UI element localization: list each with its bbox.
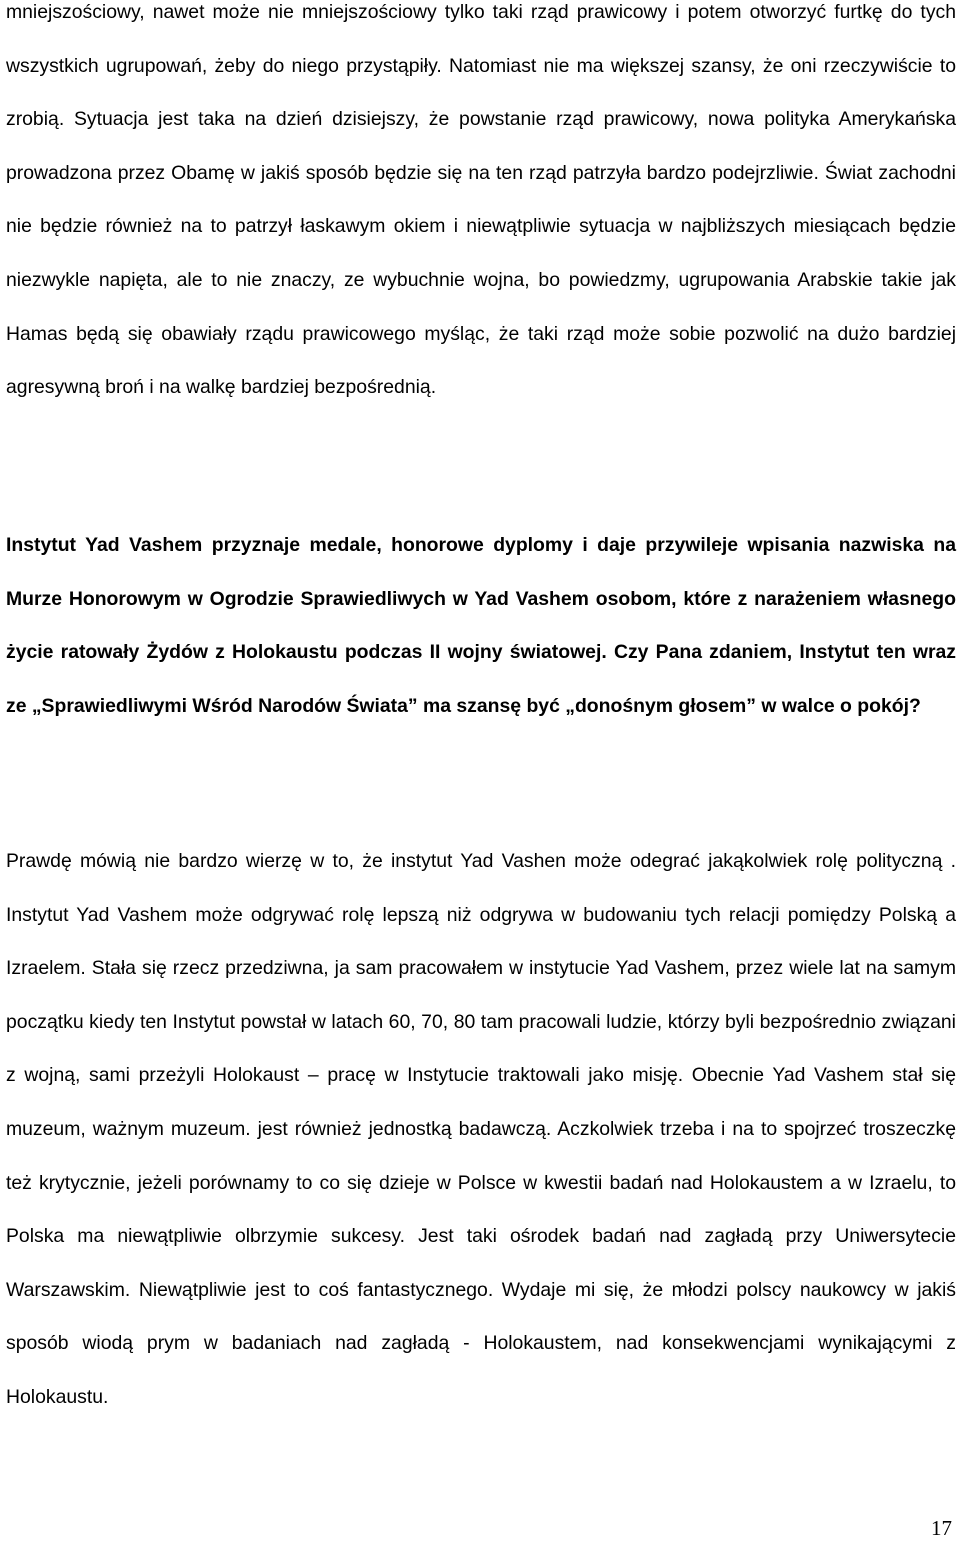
interview-question: Instytut Yad Vashem przyznaje medale, honorowe dyplomy i daje przywileje wpisania nazwiska na Murze Honorowym w Ogrodzie Sprawiedliwych w Yad Vashem osobom, które z narażeniem własnego życie ratowały Żydów z Holokaustu podczas II wojny światowej. Czy Pana zdaniem, Instytut ten wraz ze „Sprawiedliwymi Wśród Narodów Świata” ma szansę być „donośnym głosem” w walce o pokój? bbox=[6, 534, 956, 717]
answer-paragraph: Prawdę mówią nie bardzo wierzę w to, że instytut Yad Vashen może odegrać jakąkolwiek rolę polityczną . Instytut Yad Vashem może odgrywać rolę lepszą niż odgrywa w budowaniu tych relacji pomiędzy Polską a Izraelem. Stała się rzecz przedziwna, ja sam pracowałem w instytucie Yad Vashem, przez wiele lat na samym początku kiedy ten Instytut powstał w latach 60, 70, 80 tam pracowali ludzie, którzy byli bezpośrednio związani z wojną, sami przeżyli Holokaust – pracę w Instytucie traktowali jako misję. Obecnie Yad Vashem stał się muzeum, ważnym muzeum. jest również jednostką badawczą. Aczkolwiek trzeba i na to spojrzeć troszeczkę też krytycznie, jeżeli porównamy to co się dzieje w Polsce w kwestii badań nad Holokaustem a w Izraelu, to Polska ma niewątpliwie olbrzymie sukcesy. Jest taki ośrodek badań nad zagładą przy Uniwersytecie Warszawskim. Niewątpliwie jest to coś fantastycznego. Wydaje mi się, że młodzi polscy naukowcy w jakiś sposób wiodą prym w badaniach nad zagładą - Holokaustem, nad konsekwencjami wynikającymi z Holokaustu. bbox=[6, 850, 956, 1408]
answer-paragraph-continued: mniejszościowy, nawet może nie mniejszościowy tylko taki rząd prawicowy i potem otworzyć furtkę do tych wszystkich ugrupowań, żeby do niego przystąpiły. Natomiast nie ma większej szansy, że oni rzeczywiście to zrobią. Sytuacja jest taka na dzień dzisiejszy, że powstanie rząd prawicowy, nowa polityka Amerykańska prowadzona przez Obamę w jakiś sposób będzie się na ten rząd patrzyła bardzo podejrzliwie. Świat zachodni nie będzie również na to patrzył łaskawym okiem i niewątpliwie sytuacja w najbliższych miesiącach będzie niezwykle napięta, ale to nie znaczy, ze wybuchnie wojna, bo powiedzmy, ugrupowania Arabskie takie jak Hamas będą się obawiały rządu prawicowego myśląc, że taki rząd może sobie pozwolić na dużo bardziej agresywną broń i na walkę bardziej bezpośrednią. bbox=[6, 1, 956, 399]
page-number: 17 bbox=[931, 1516, 952, 1540]
